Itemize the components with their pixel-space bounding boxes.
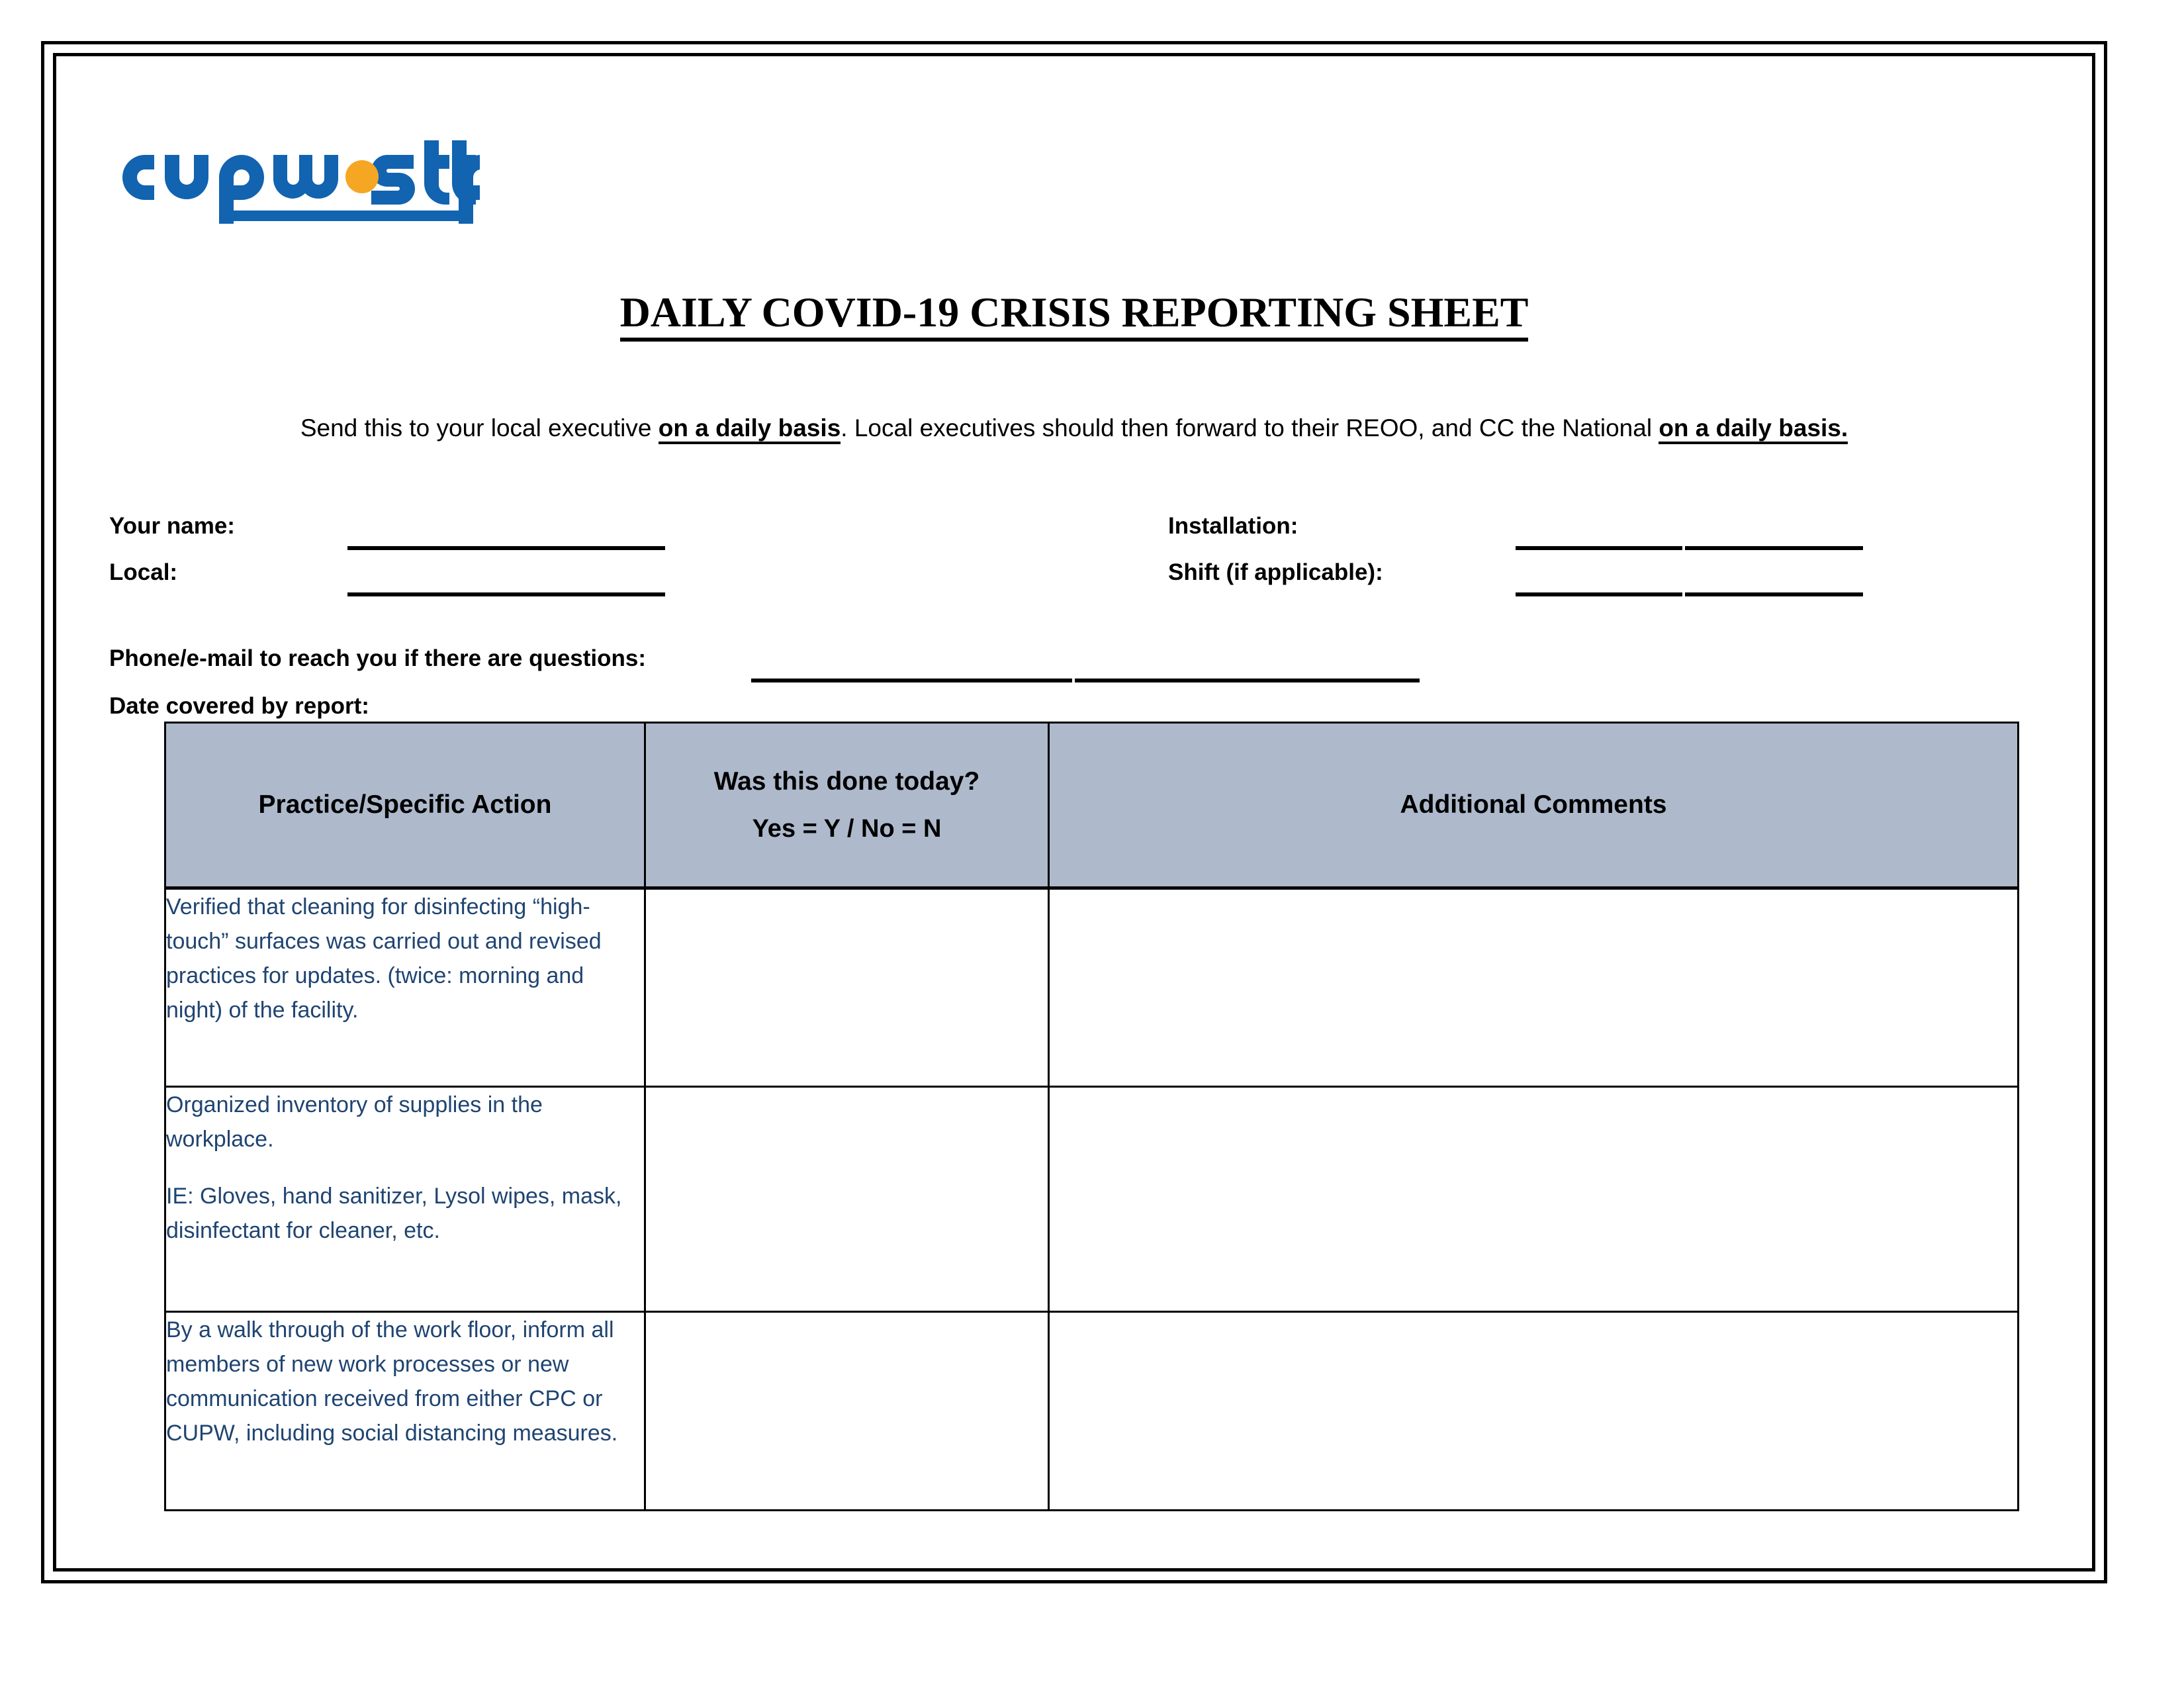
daily-reporting-table xyxy=(164,722,2019,1511)
table-row xyxy=(165,1312,2019,1511)
input-installation[interactable] xyxy=(1516,546,1863,550)
cell-done-today[interactable] xyxy=(645,888,1049,1087)
intro-instructions xyxy=(56,412,2092,444)
label-date-covered: Date covered by report: xyxy=(109,693,369,719)
table-header-row xyxy=(165,723,2019,888)
table-row xyxy=(165,888,2019,1087)
action-paragraph: Verified that cleaning for disinfecting “high-touch” surfaces was carried out and revised practices for updates. (twice: morning and night) of the facility. xyxy=(166,894,602,1023)
intro-part-1: Send this to your local executive xyxy=(300,414,659,442)
action-paragraph: By a walk through of the work floor, inform all members of new work processes or new communication received from either CPC or CUPW, including social distancing measures. xyxy=(166,1317,618,1446)
label-phone-email: Phone/e-mail to reach you if there are questions: xyxy=(109,645,647,671)
cell-practice-action xyxy=(165,1312,645,1511)
intro-emphasis-1: on a daily basis xyxy=(659,414,841,444)
action-paragraph-example: IE: Gloves, hand sanitizer, Lysol wipes, mask, disinfectant for cleaner, etc. xyxy=(166,1184,622,1244)
column-header-done-today xyxy=(645,723,1049,888)
input-shift[interactable] xyxy=(1516,592,1863,596)
intro-part-2: . Local executives should then forward to their REOO, and CC the National xyxy=(841,414,1659,442)
cell-practice-action xyxy=(165,1087,645,1312)
table-row xyxy=(165,1087,2019,1312)
column-header-practice-action: Practice/Specific Action xyxy=(165,723,645,888)
cell-additional-comments[interactable] xyxy=(1049,1087,2019,1312)
label-your-name: Your name: xyxy=(109,513,235,539)
cell-done-today[interactable] xyxy=(645,1312,1049,1511)
label-shift: Shift (if applicable): xyxy=(1168,559,1383,585)
cupw-sttp-logo xyxy=(109,139,480,225)
page-title xyxy=(56,288,2092,337)
label-installation: Installation: xyxy=(1168,513,1298,539)
cell-practice-action xyxy=(165,888,645,1087)
input-your-name[interactable] xyxy=(347,546,665,550)
document-page-border-outer xyxy=(41,41,2107,1583)
cell-done-today[interactable] xyxy=(645,1087,1049,1312)
document-content xyxy=(56,56,2092,1568)
column-header-done-today-main: Was this done today? xyxy=(713,767,980,796)
document-page-border-inner xyxy=(53,53,2095,1571)
column-header-additional-comments: Additional Comments xyxy=(1049,723,2019,888)
action-paragraph: Organized inventory of supplies in the workplace. xyxy=(166,1092,543,1152)
label-local: Local: xyxy=(109,559,178,585)
page-title-text: DAILY COVID-19 CRISIS REPORTING SHEET xyxy=(620,289,1529,342)
cell-additional-comments[interactable] xyxy=(1049,888,2019,1087)
cell-additional-comments[interactable] xyxy=(1049,1312,2019,1511)
input-phone-email[interactable] xyxy=(751,679,1420,682)
column-header-done-today-legend: Yes = Y / No = N xyxy=(752,814,942,843)
input-local[interactable] xyxy=(347,592,665,596)
intro-emphasis-2: on a daily basis. xyxy=(1659,414,1848,444)
